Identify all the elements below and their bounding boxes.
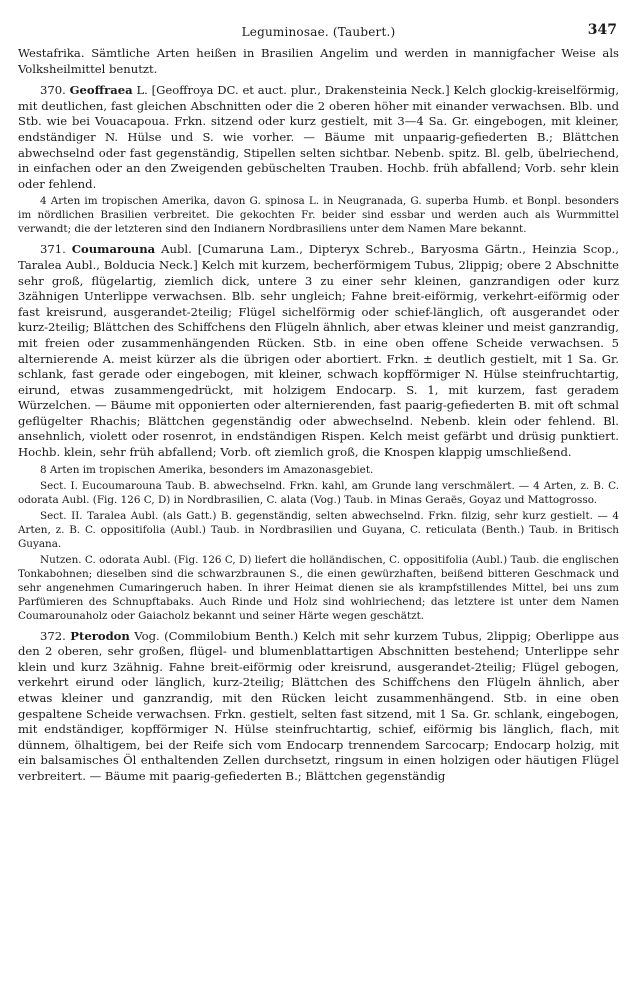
distribution-note: 4 Arten im tropischen Amerika, davon G. spinosa L. in Neugranada, G. superba Humb. et Bonpl. besonders im nördlichen Brasilien verbreitet. Die gekochten Fr. beider sind essbar und werden auch als Wurmmittel verwandt; die der letzteren sind den Indianern Nordbrasiliens unter dem Namen Mare bekannt. bbox=[18, 195, 619, 236]
running-header bbox=[18, 22, 619, 46]
section-two-note: Sect. II. Taralea Aubl. (als Gatt.) B. gegenständig, selten abwechselnd. Frkn. filzig, sehr kurz gestielt. — 4 Arten, z. B. C. oppositifolia (Aubl.) Taub. in Nordbrasilien und Guyana, C. reticulata (Benth.) Taub. in Britisch Guyana. bbox=[18, 509, 619, 550]
genus-body: [Geoffroya DC. et auct. plur., Drakensteinia Neck.] Kelch glockig-kreiselförmig, mit deutlichen, fast gleichen Abschnitten oder die 2 oberen höher mit einander verwachsen. Blb. und Stb. wie bei Vouacapoua. Frkn. sitzend oder kurz gestielt, mit 3—4 Sa. Gr. eingebogen, mit kleiner, endständiger N. Hülse und S. wie vorher. — Bäume mit unpaarig-gefiederten B.; Blättchen abwechselnd oder fast gegenständig, Stipellen selten sichtbar. Nebenb. spitz. Bl. gelb, übelriechend, in einfachen oder an den Zweigenden gebüschelten Trauben. Hochb. früh abfallend; Vorb. sehr klein oder fehlend. bbox=[18, 83, 620, 191]
genus-author: Vog. bbox=[134, 628, 160, 643]
genus-author: Aubl. bbox=[161, 242, 192, 257]
page-number: 347 bbox=[587, 22, 617, 38]
section-one-note: Sect. I. Eucoumarouna Taub. B. abwechselnd. Frkn. kahl, am Grunde lang verschmälert. — 4 Arten, z. B. C. odorata Aubl. (Fig. 126 C, D) in Nordbrasilien, C. alata (Vog.) Taub. in Minas Geraës, Goyaz und Mattogrosso. bbox=[18, 479, 619, 506]
genus-name: Pterodon bbox=[70, 628, 130, 643]
running-title: Leguminosae. (Taubert.) bbox=[241, 25, 396, 39]
genus-description bbox=[18, 242, 619, 460]
genus-entry-geoffraea bbox=[18, 83, 619, 236]
genus-body: [Cumaruna Lam., Dipteryx Schreb., Baryosma Gärtn., Heinzia Scop., Taralea Aubl., Bolducia Neck.] Kelch mit kurzem, becherförmigem Tubus, 2lippig; obere 2 Abschnitte sehr groß, flügelartig, ziemlich dick, untere 3 zu einer sehr kleinen, ganzrandigen oder kurz 3zähnigen Unterlippe verwachsen. Blb. sehr ungleich; Fahne breit-eiförmig, verkehrt-eiförmig oder fast kreisrund, ausgerandet-2teilig; Flügel sichelförmig oder schief-länglich, oft ausgerandet oder kurz-2teilig; Blättchen des Schiffchens den Flügeln ähnlich, aber etwas kleiner und meist ganzrandig, mit freien oder zusammenhängenden Rücken. Stb. in eine oben offene Scheide verwachsen. 5 alternierende A. meist kürzer als die übrigen oder abortiert. Frkn. ± deutlich gestielt, mit 1 Sa. Gr. schlank, fast gerade oder eingebogen, mit kleiner, schwach kopfförmiger N. Hülse steinfruchtartig, eirund, etwas zusammengedrückt, mit holzigem Endocarp. S. 1, mit kurzem, fast geradem Würzelchen. — Bäume mit opponierten oder alternierenden, fast paarig-gefiederten B. mit oft schmal geflügelter Rhachis; Blättchen gegenständig oder abwechselnd. Nebenb. klein oder fehlend. Bl. ansehnlich, violett oder rosenrot, in endständigen Rispen. Kelch meist gefärbt und drüsig punktiert. Hochb. klein, sehr früh abfallend; Vorb. oft ziemlich groß, die Knospen klappig umschließend. bbox=[18, 242, 619, 460]
uses-note: Nutzen. C. odorata Aubl. (Fig. 126 C, D) liefert die holländischen, C. oppositifolia (Aubl.) Taub. die englischen Tonkabohnen; dieselben sind die schwarzbraunen S., die einen gewürzhaften, beißend bitteren Geschmack und sehr angenehmen Cumaringeruch haben. In ihrer Heimat dienen sie als krampfstillendes Mittel, bei uns zum Parfümieren des Schnupftabaks. Auch Rinde und Holz sind wohlriechend; das letztere ist unter dem Namen Coumarounaholz oder Gaiacholz bekannt und seiner Härte wegen geschätzt. bbox=[18, 553, 619, 622]
genus-entry-coumarouna bbox=[18, 242, 619, 622]
genus-description bbox=[18, 83, 619, 192]
genus-number: 371. bbox=[40, 242, 66, 257]
genus-description bbox=[18, 629, 619, 785]
genus-number: 372. bbox=[40, 628, 66, 643]
distribution-note: 8 Arten im tropischen Amerika, besonders im Amazonasgebiet. bbox=[40, 463, 374, 476]
genus-number: 370. bbox=[40, 83, 66, 98]
continuation-paragraph: Westafrika. Sämtliche Arten heißen in Brasilien Angelim und werden in mannigfacher Weise als Volksheilmittel benutzt. bbox=[18, 46, 619, 76]
genus-body: (Commilobium Benth.) Kelch mit sehr kurzem Tubus, 2lippig; Oberlippe aus den 2 oberen, sehr großen, flügel- und blumenblattartigen Abschnitten bestehend; Unterlippe sehr klein und kurz 3zähnig. Fahne breit-eiförmig oder kreisrund, ausgerandet-2teilig; Flügel gebogen, verkehrt eirund oder länglich, kurz-2teilig; Blättchen des Schiffchens den Flügeln ähnlich, aber etwas kleiner und ganzrandig, mit den Rücken leicht zusammenhängend. Stb. in eine oben gespaltene Scheide verwachsen. Frkn. gestielt, selten fast sitzend, mit 1 Sa. Gr. schlank, eingebogen, mit endständiger, kopfförmiger N. Hülse steinfruchtartig, schief, eiförmig bis länglich, flach, mit dünnem, ölhaltigem, bei der Reife sich vom Endocarp trennendem Sarcocarp; Endocarp holzig, mit ein balsamisches Öl enthaltenden Zellen durchsetzt, ringsum in einen holzigen oder häutigen Flügel verbreitert. — Bäume mit paarig-gefiederten B.; Blättchen gegenständig bbox=[18, 628, 619, 783]
genus-entry-pterodon bbox=[18, 629, 619, 785]
genus-name: Coumarouna bbox=[71, 242, 156, 257]
genus-author: L. bbox=[136, 83, 148, 98]
genus-name: Geoffraea bbox=[69, 83, 133, 98]
